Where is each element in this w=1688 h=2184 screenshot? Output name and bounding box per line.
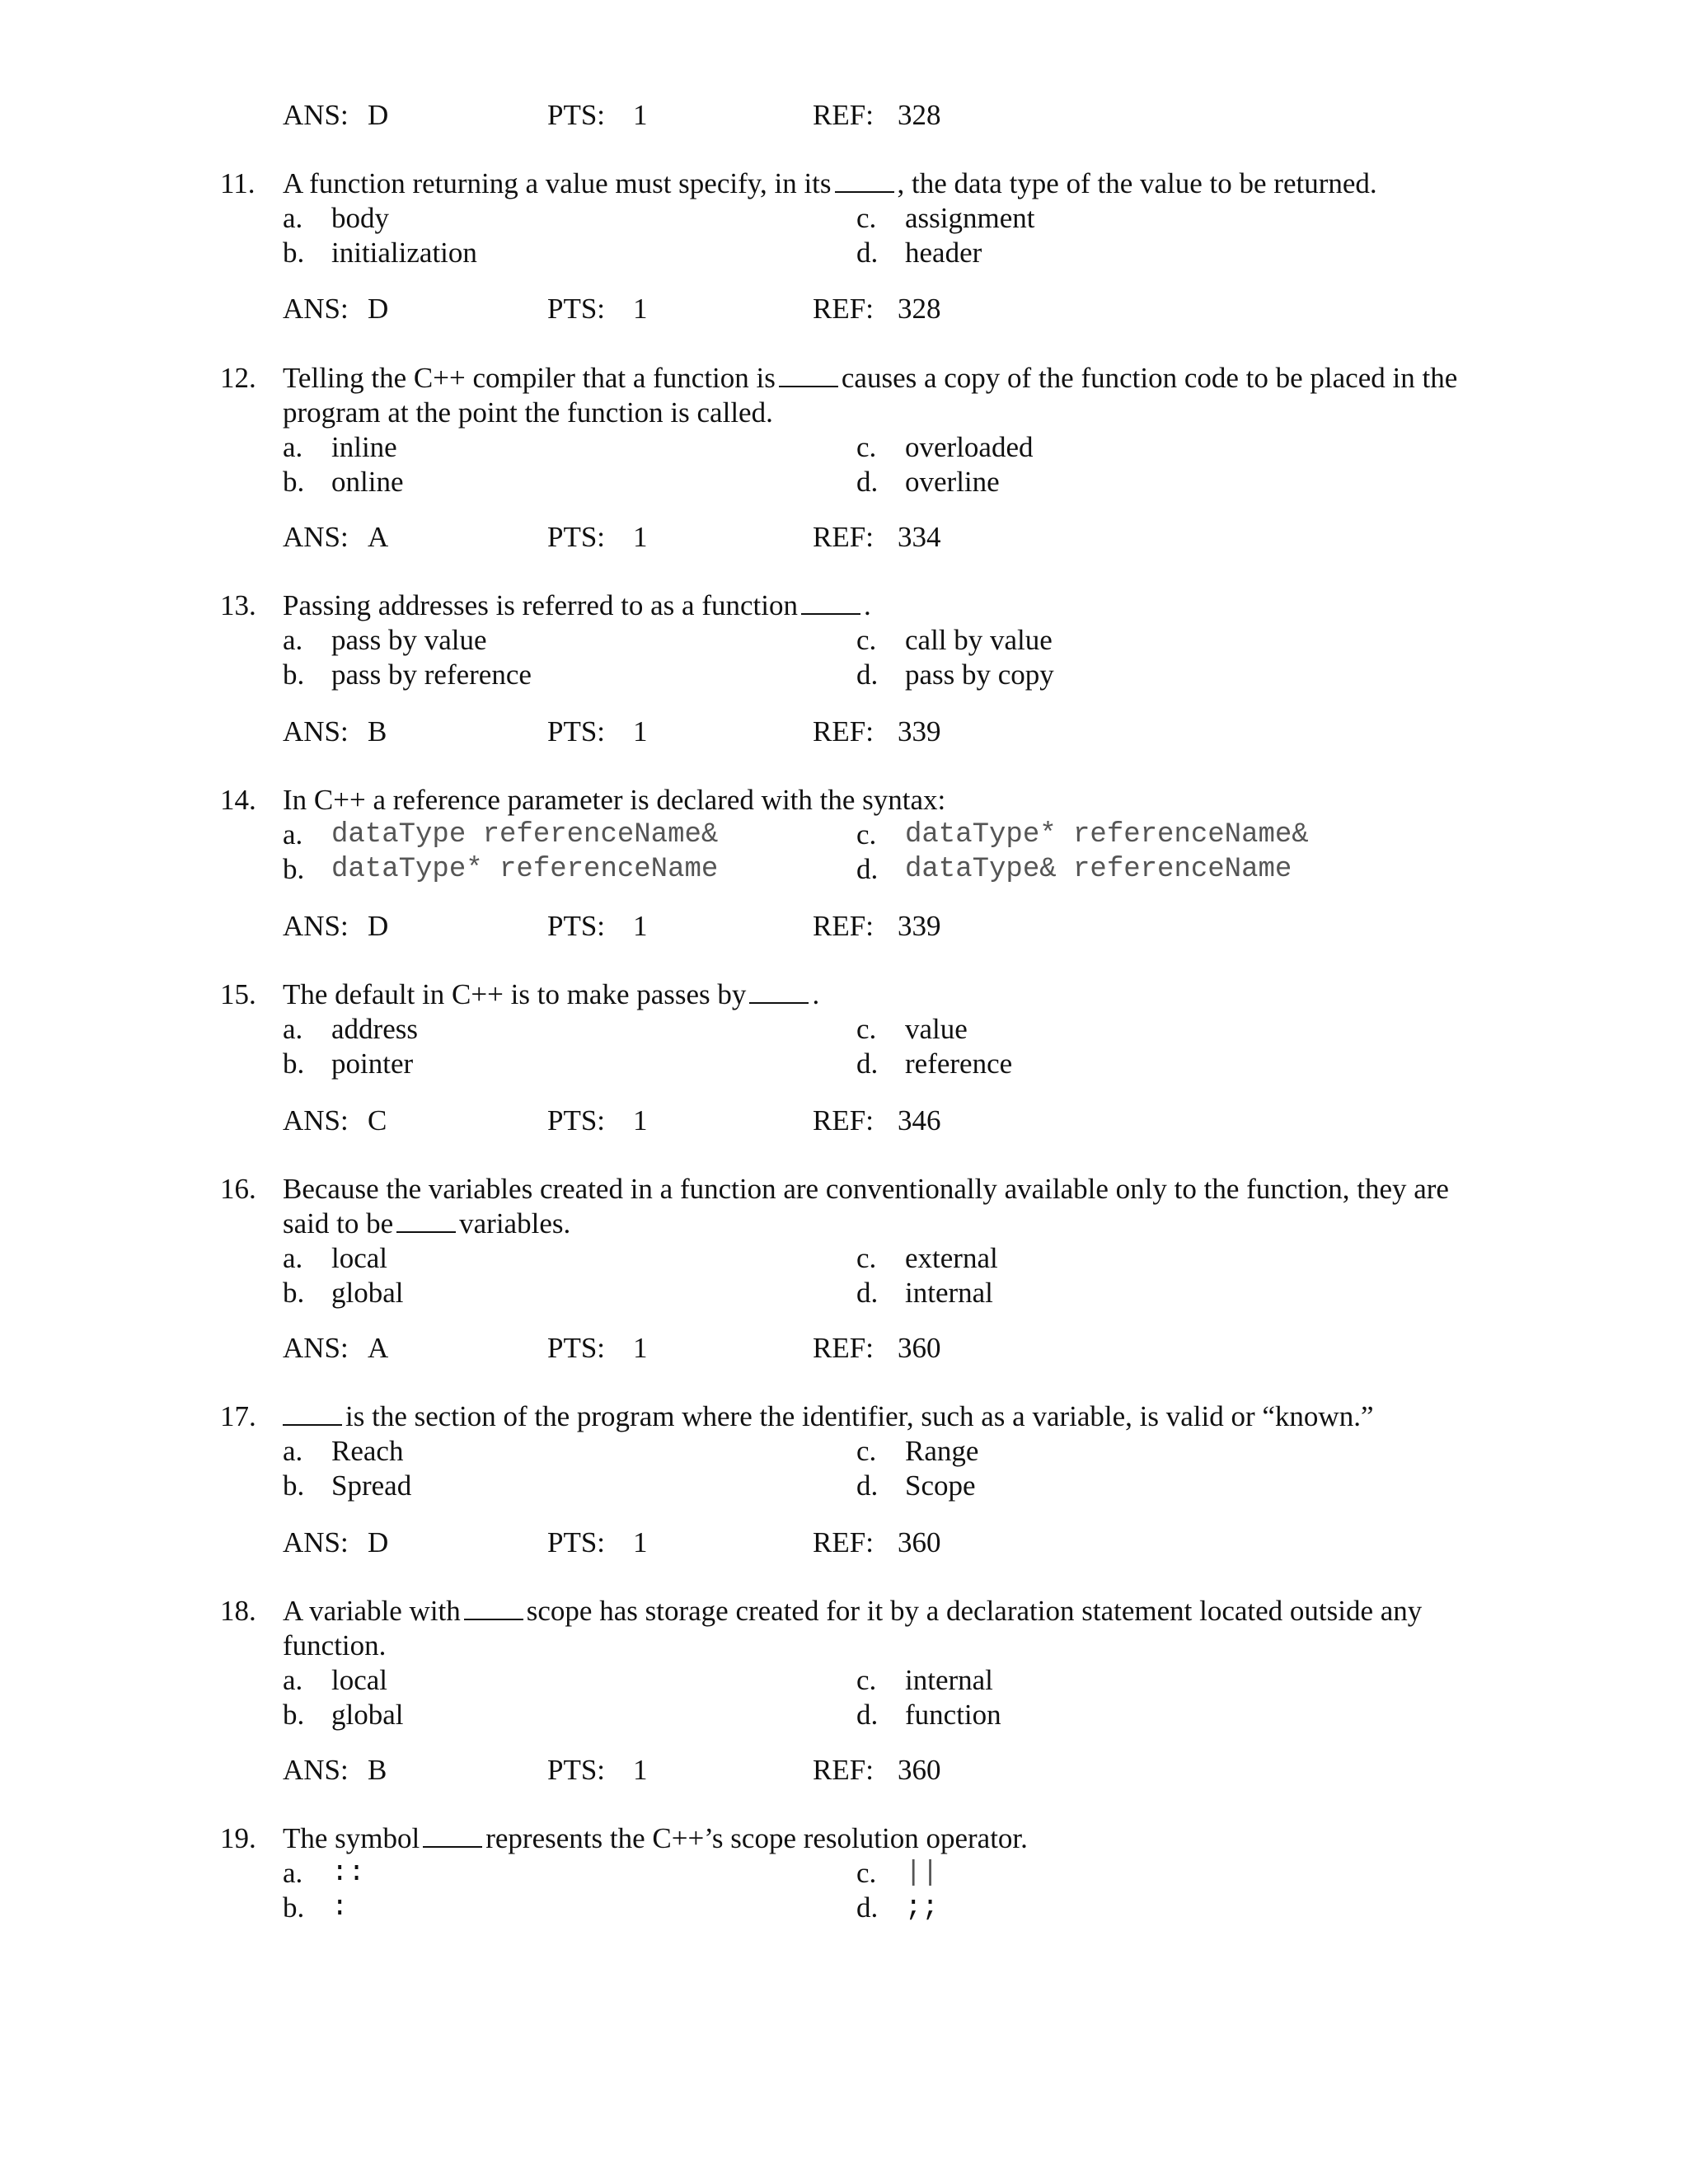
stem-text-after: causes a copy of the function code to be placed in the program at the point the function is called. [283,362,1458,429]
pts-label: PTS: [547,1754,606,1786]
ans-value: A [368,1332,389,1364]
answer-line-12 [0,519,1688,555]
ans-label: ANS: [283,715,349,748]
option-text: || [905,1858,939,1889]
option-letter: c. [856,1242,877,1274]
option-text: initialization [331,237,477,269]
stem-text-before: A variable with [283,1595,461,1627]
option-letter: d. [856,1699,879,1731]
ref-label: REF: [813,910,874,942]
ref-value: 339 [898,910,941,942]
option-letter: b. [283,853,305,885]
pts-value: 1 [633,1104,648,1137]
option-letter: a. [283,1242,303,1274]
ref-value: 346 [898,1104,941,1137]
ref-label: REF: [813,99,874,131]
pts-label: PTS: [547,715,606,748]
question-number: 14. [220,784,256,816]
question-stem [283,361,1519,430]
question-number: 18. [220,1595,256,1627]
ref-label: REF: [813,1332,874,1364]
answer-blank [835,166,894,193]
option-letter: c. [856,818,877,851]
option-text: value [905,1013,968,1045]
pts-label: PTS: [547,521,606,553]
answer-line-10 [0,97,1688,134]
option-letter: a. [283,1857,303,1889]
option-text: body [331,202,389,234]
ref-label: REF: [813,293,874,325]
ans-label: ANS: [283,1526,349,1558]
option-text: header [905,237,982,269]
ans-value: D [368,1526,389,1558]
pts-value: 1 [633,99,648,131]
option-text: dataType& referenceName [905,854,1292,885]
answer-blank [801,588,860,615]
option-letter: d. [856,1469,879,1502]
ans-label: ANS: [283,99,349,131]
option-text: external [905,1242,998,1274]
option-text: dataType* referenceName& [905,819,1309,851]
ans-value: B [368,715,387,748]
question-number: 16. [220,1173,256,1205]
question-number: 17. [220,1400,256,1432]
ref-label: REF: [813,521,874,553]
pts-label: PTS: [547,910,606,942]
question-number: 19. [220,1822,256,1854]
ref-label: REF: [813,1526,874,1558]
ans-value: C [368,1104,387,1137]
pts-label: PTS: [547,1332,606,1364]
answer-blank [423,1821,482,1848]
option-letter: a. [283,1013,303,1045]
ref-value: 339 [898,715,941,748]
ans-label: ANS: [283,1104,349,1137]
ref-value: 328 [898,99,941,131]
pts-value: 1 [633,910,648,942]
option-text: Scope [905,1469,976,1502]
stem-text-before: Passing addresses is referred to as a function [283,589,798,621]
option-letter: a. [283,202,303,234]
answer-blank [749,977,809,1004]
ans-value: A [368,521,389,553]
option-text: local [331,1242,388,1274]
answer-line-15 [0,1103,1688,1139]
answer-line-13 [0,714,1688,750]
option-letter: c. [856,1857,877,1889]
option-letter: b. [283,237,305,269]
pts-label: PTS: [547,1104,606,1137]
option-text: pass by copy [905,658,1054,691]
stem-text-after: scope has storage created for it by a declaration statement located outside any function. [283,1595,1423,1661]
option-letter: a. [283,624,303,656]
option-letter: b. [283,466,305,498]
option-text: online [331,466,404,498]
option-text: : [331,1892,349,1924]
option-letter: d. [856,466,879,498]
ref-label: REF: [813,1754,874,1786]
option-text: Reach [331,1435,404,1467]
option-text: address [331,1013,418,1045]
option-text: assignment [905,202,1035,234]
option-text: global [331,1699,404,1731]
option-letter: a. [283,1664,303,1696]
option-text: function [905,1699,1001,1731]
option-letter: c. [856,202,877,234]
option-letter: b. [283,658,305,691]
option-letter: c. [856,431,877,463]
question-number: 13. [220,589,256,621]
option-text: Range [905,1435,979,1467]
stem-text-before: Because the variables created in a function are conventionally available only to the function, they are said to be [283,1173,1449,1240]
stem-text-after: is the section of the program where the identifier, such as a variable, is valid or “known.” [345,1400,1374,1432]
option-text: dataType referenceName& [331,819,719,851]
pts-value: 1 [633,1754,648,1786]
question-stem [283,1399,1519,1434]
option-letter: c. [856,1664,877,1696]
ans-label: ANS: [283,910,349,942]
stem-text-after: . [812,978,820,1010]
pts-label: PTS: [547,1526,606,1558]
question-number: 11. [220,167,256,199]
answer-line-11 [0,291,1688,327]
question-stem [283,977,1519,1012]
question-stem [283,166,1519,201]
option-letter: b. [283,1891,305,1924]
pts-label: PTS: [547,99,606,131]
answer-line-14 [0,908,1688,944]
ans-label: ANS: [283,1754,349,1786]
ans-value: D [368,910,389,942]
pts-value: 1 [633,521,648,553]
question-number: 15. [220,978,256,1010]
stem-text-after: represents the C++’s scope resolution operator. [485,1822,1028,1854]
option-text: overline [905,466,1000,498]
ans-label: ANS: [283,521,349,553]
question-number: 12. [220,362,256,394]
ref-value: 360 [898,1332,941,1364]
option-letter: b. [283,1277,305,1309]
option-text: overloaded [905,431,1034,463]
pts-value: 1 [633,715,648,748]
pts-value: 1 [633,1332,648,1364]
stem-text-before: The default in C++ is to make passes by [283,978,747,1010]
question-stem: In C++ a reference parameter is declared with the syntax: [283,784,946,816]
option-text: global [331,1277,404,1309]
ans-value: D [368,99,389,131]
stem-text-after: variables. [459,1207,571,1240]
ref-value: 360 [898,1754,941,1786]
option-letter: d. [856,1047,879,1080]
option-text: pointer [331,1047,414,1080]
option-letter: d. [856,658,879,691]
answer-line-16 [0,1330,1688,1366]
ans-value: B [368,1754,387,1786]
option-letter: d. [856,237,879,269]
ref-label: REF: [813,715,874,748]
option-text: Spread [331,1469,412,1502]
option-text: call by value [905,624,1053,656]
option-text: reference [905,1047,1013,1080]
pts-value: 1 [633,1526,648,1558]
stem-text-after: , the data type of the value to be returned. [897,167,1377,199]
ans-label: ANS: [283,293,349,325]
question-stem [283,1821,1519,1856]
stem-text-after: . [863,589,871,621]
answer-line-18 [0,1752,1688,1788]
option-letter: b. [283,1699,305,1731]
answer-blank [464,1594,523,1620]
option-text: inline [331,431,397,463]
ref-label: REF: [813,1104,874,1137]
question-stem [283,1172,1503,1241]
option-text: :: [331,1858,365,1889]
option-letter: c. [856,1013,877,1045]
ref-value: 360 [898,1526,941,1558]
option-text: pass by reference [331,658,532,691]
option-text: local [331,1664,388,1696]
option-text: ;; [905,1892,939,1924]
stem-text-before: Telling the C++ compiler that a function is [283,362,776,394]
ref-value: 328 [898,293,941,325]
ref-value: 334 [898,521,941,553]
stem-text-before: The symbol [283,1822,420,1854]
option-letter: d. [856,1891,879,1924]
option-letter: d. [856,1277,879,1309]
question-stem [283,588,1519,623]
option-letter: b. [283,1469,305,1502]
pts-label: PTS: [547,293,606,325]
option-letter: c. [856,1435,877,1467]
option-text: internal [905,1664,993,1696]
option-text: pass by value [331,624,487,656]
question-stem [283,1594,1503,1663]
answer-blank [779,361,838,387]
answer-blank [283,1399,342,1426]
answer-line-17 [0,1525,1688,1561]
option-letter: a. [283,1435,303,1467]
ans-value: D [368,293,389,325]
option-text: internal [905,1277,993,1309]
ans-label: ANS: [283,1332,349,1364]
option-letter: b. [283,1047,305,1080]
option-letter: c. [856,624,877,656]
stem-text-before: A function returning a value must specify, in its [283,167,832,199]
option-letter: d. [856,853,879,885]
option-text: dataType* referenceName [331,854,719,885]
pts-value: 1 [633,293,648,325]
option-letter: a. [283,431,303,463]
answer-blank [396,1207,456,1233]
option-letter: a. [283,818,303,851]
